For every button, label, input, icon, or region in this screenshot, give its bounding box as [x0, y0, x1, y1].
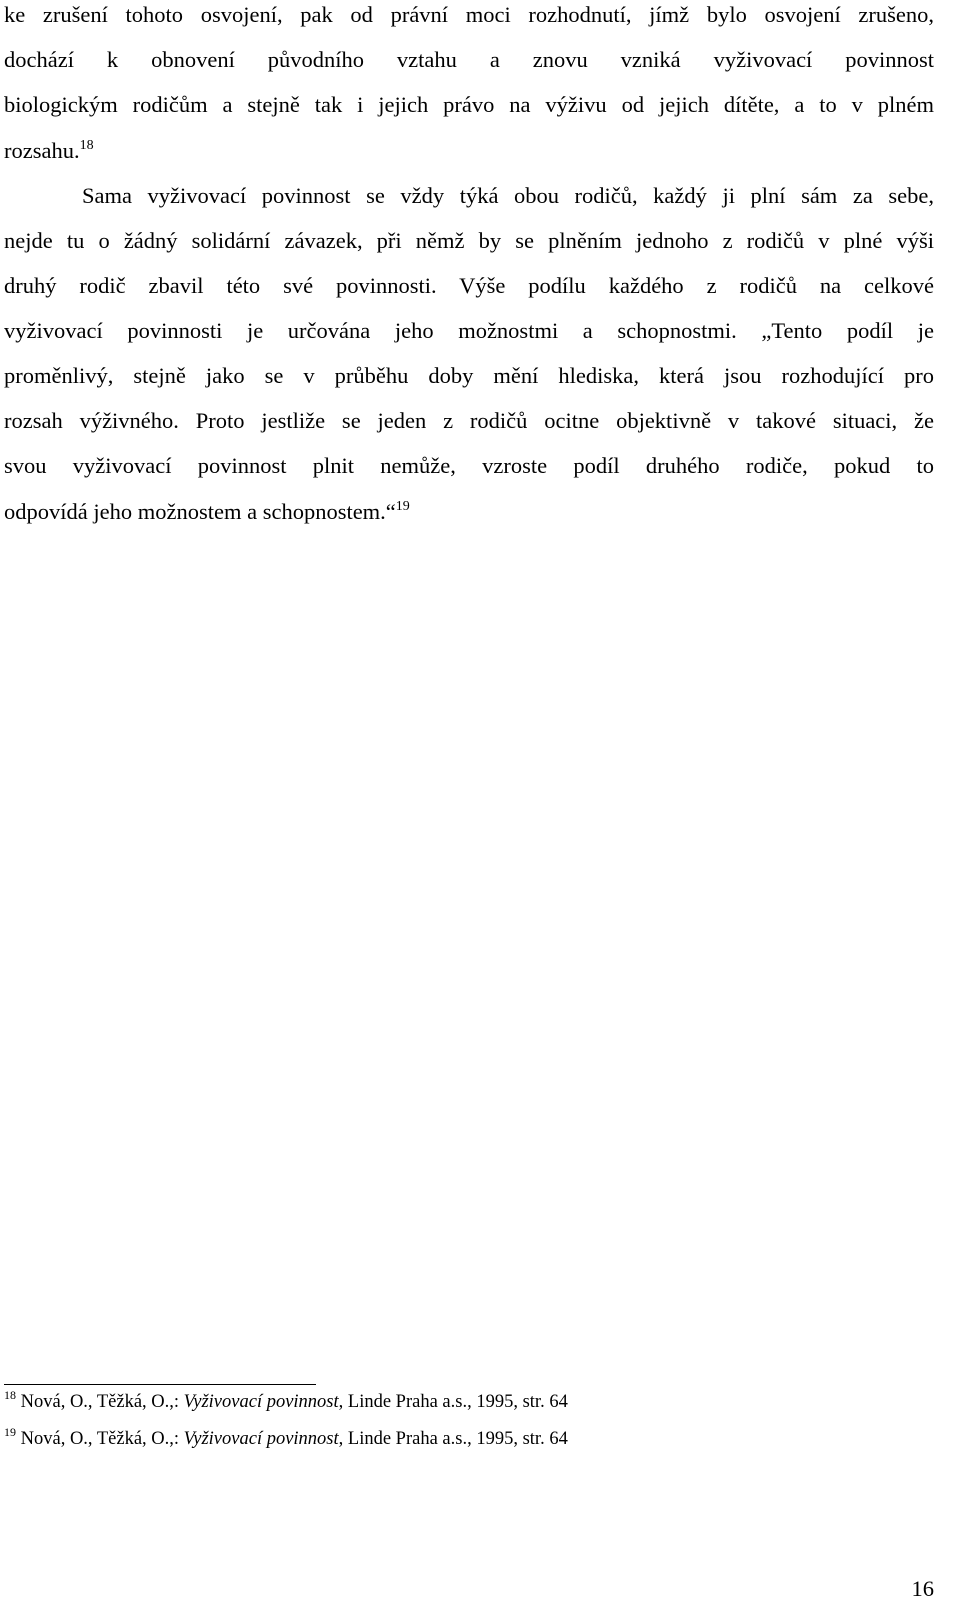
body-line-5: Sama vyživovací povinnost se vždy týká obou rodičů, každý ji plní sám za sebe,	[82, 183, 934, 208]
footnote-18-title: Vyživovací povinnost	[183, 1392, 339, 1412]
footnote-separator	[4, 1384, 316, 1385]
footnote-19-title: Vyživovací povinnost	[183, 1429, 339, 1449]
body-line-4-text: rozsahu.	[4, 138, 80, 163]
body-line-2: dochází k obnovení původního vztahu a znovu vzniká vyživovací povinnost	[4, 47, 934, 72]
footnote-ref-19: 19	[395, 499, 410, 514]
footnote-19-number: 19	[4, 1425, 16, 1439]
body-line-1: ke zrušení tohoto osvojení, pak od právní moci rozhodnutí, jímž bylo osvojení zrušeno,	[4, 2, 934, 27]
footnote-18	[4, 1390, 568, 1414]
body-line-9: proměnlivý, stejně jako se v průběhu doby mění hlediska, která jsou rozhodující pro	[4, 363, 934, 388]
footnote-19-authors: Nová, O., Těžká, O.,:	[20, 1429, 184, 1449]
footnote-19-rest: , Linde Praha a.s., 1995, str. 64	[338, 1429, 568, 1449]
footnote-19	[4, 1427, 568, 1451]
body-line-10: rozsah výživného. Proto jestliže se jeden z rodičů ocitne objektivně v takové situaci, že	[4, 408, 934, 433]
footnote-ref-18: 18	[79, 138, 94, 153]
body-line-6: nejde tu o žádný solidární závazek, při němž by se plněním jednoho z rodičů v plné výši	[4, 228, 934, 253]
body-line-4	[4, 136, 934, 166]
footnote-18-number: 18	[4, 1388, 16, 1402]
body-line-12-text: odpovídá jeho možnostem a schopnostem.“	[4, 499, 396, 524]
body-line-12	[4, 497, 934, 527]
footnote-18-rest: , Linde Praha a.s., 1995, str. 64	[338, 1392, 568, 1412]
body-line-11: svou vyživovací povinnost plnit nemůže, vzroste podíl druhého rodiče, pokud to	[4, 453, 934, 478]
body-line-3: biologickým rodičům a stejně tak i jejich právo na výživu od jejich dítěte, a to v plném	[4, 92, 934, 117]
footnote-18-authors: Nová, O., Těžká, O.,:	[20, 1392, 184, 1412]
body-line-8: vyživovací povinnosti je určována jeho možnostmi a schopnostmi. „Tento podíl je	[4, 318, 934, 343]
page-number: 16	[911, 1576, 934, 1601]
body-line-7: druhý rodič zbavil této své povinnosti. Výše podílu každého z rodičů na celkové	[4, 273, 934, 298]
